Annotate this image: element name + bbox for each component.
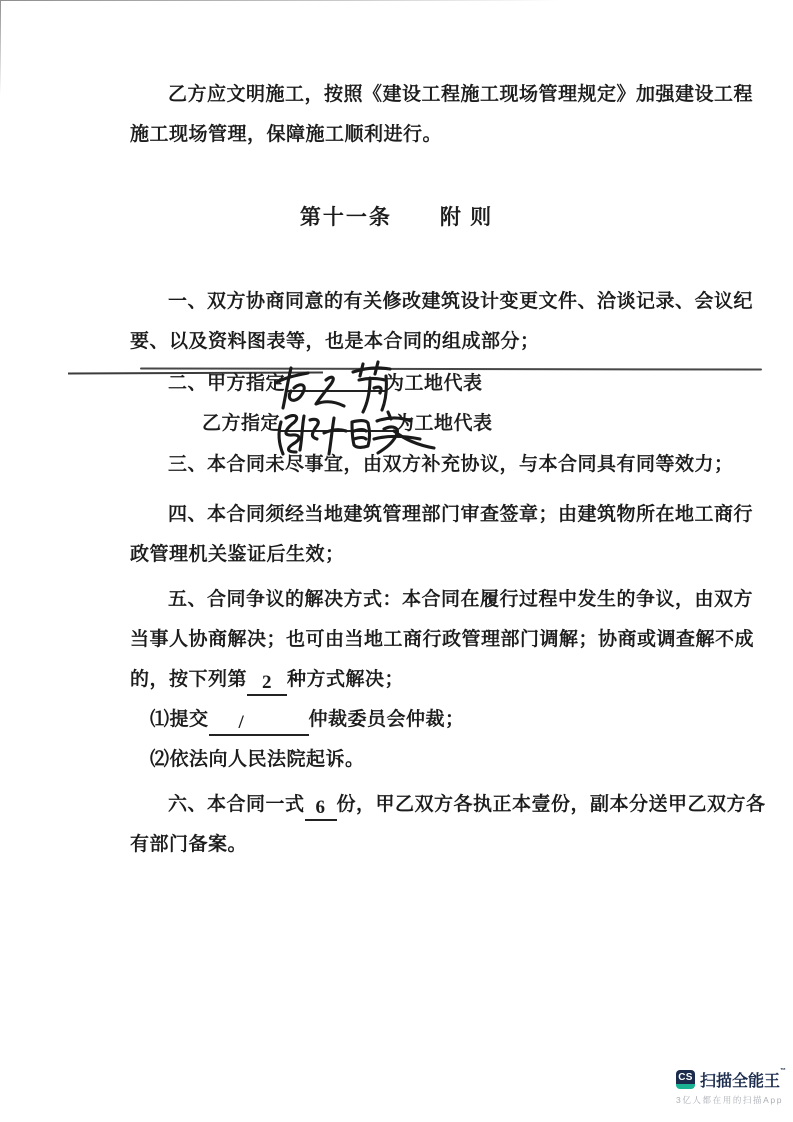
item-2-party-b-line (130, 405, 793, 443)
item-5-line1: 五、合同争议的解决方式：本合同在履行过程中发生的争议，由双方 (168, 589, 754, 610)
camscanner-app-name-text: 扫描全能王 (700, 1073, 781, 1090)
section-heading (0, 198, 793, 236)
item-1 (130, 282, 754, 362)
item-3-line: 三、本合同未尽事宜，由双方补充协议，与本合同具有同等效力； (168, 454, 734, 475)
item-4 (130, 495, 754, 575)
trademark-mark: ™ (780, 1068, 787, 1074)
item-5-line3-suffix: 种方式解决； (287, 669, 405, 690)
camscanner-watermark (676, 1068, 786, 1106)
sub-item-2 (130, 740, 750, 780)
item-2-party-a-line (130, 365, 730, 403)
party-b-suffix: 为工地代表 (395, 413, 493, 434)
item-5-line3-prefix: 的，按下列第 (130, 669, 248, 690)
sub-item-1-line (150, 700, 750, 740)
item-6 (130, 785, 766, 865)
sub-item-2-line: ⑵依法向人民法院起诉。 (150, 749, 365, 770)
camscanner-app-name (700, 1068, 786, 1091)
item-5-line3 (130, 660, 730, 700)
item-6-line2: 有部门备案。 (130, 834, 248, 855)
item-6-line1-suffix: 份，甲乙双方各执正本壹份，副本分送甲乙双方各 (336, 794, 766, 815)
item-4-line1: 四、本合同须经当地建筑管理部门审查签章；由建筑物所在地工商行 (168, 504, 754, 525)
party-a-suffix: 为工地代表 (385, 373, 483, 394)
intro-paragraph (130, 75, 754, 155)
item-1-line1: 一、双方协商同意的有关修改建筑设计变更文件、洽谈记录、会议纪 (168, 291, 754, 312)
item-3 (130, 445, 734, 485)
dispute-method-blank: 2 (247, 672, 287, 696)
section-title: 附 则 (439, 205, 494, 229)
item-1-line2: 要、以及资料图表等，也是本合同的组成部分； (130, 331, 540, 352)
scan-edge-top (0, 0, 560, 1)
item-4-line2: 政管理机关鉴证后生效； (130, 544, 345, 565)
party-b-signature-blank (280, 430, 395, 432)
sub-item-1 (130, 700, 750, 740)
intro-line2: 施工现场管理，保障施工顺利进行。 (130, 124, 443, 145)
item-6-line1 (130, 785, 766, 825)
sub-item-1-suffix: 仲裁委员会仲裁； (308, 709, 465, 730)
copies-count-blank: 6 (305, 797, 337, 821)
section-number: 第十一条 (299, 205, 392, 229)
arbitration-committee-blank: / (209, 712, 309, 736)
intro-line1: 乙方应文明施工，按照《建设工程施工现场管理规定》加强建设工程 (168, 84, 754, 105)
item-5 (130, 580, 755, 700)
camscanner-cs-icon: CS (676, 1070, 695, 1089)
camscanner-tagline: 3亿人都在用的扫描App (676, 1095, 784, 1105)
party-a-prefix: 二、甲方指定 (168, 373, 286, 394)
item-5-line2: 当事人协商解决；也可由当地工商行政管理部门调解；协商或调查解不成 (130, 629, 755, 650)
party-a-signature-blank (285, 390, 385, 392)
sub-item-1-prefix: ⑴提交 (150, 709, 209, 730)
item-6-line1-prefix: 六、本合同一式 (168, 794, 305, 815)
scan-edge-left (0, 0, 1, 95)
party-b-prefix: 乙方指定 (202, 413, 281, 434)
